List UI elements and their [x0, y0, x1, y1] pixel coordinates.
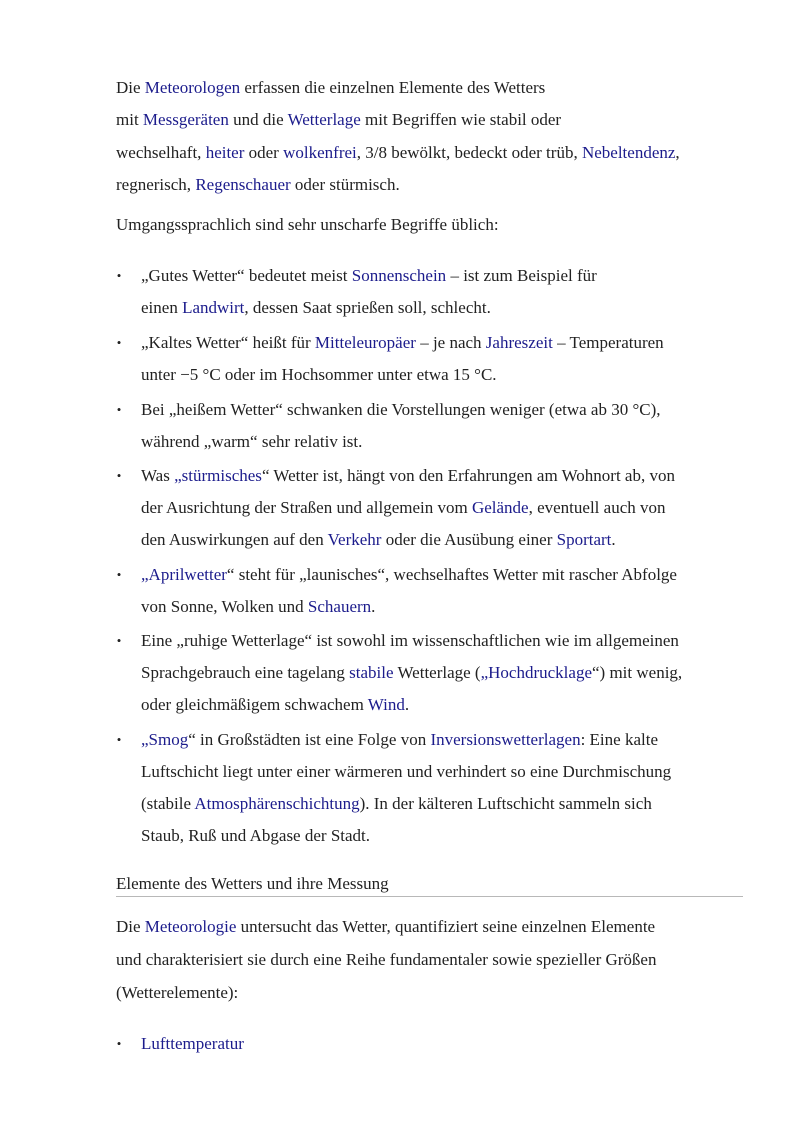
- colloquial-paragraph: Umgangssprachlich sind sehr unscharfe Begriffe üblich:: [116, 215, 499, 234]
- intro-line-2: [116, 110, 561, 130]
- bullet-icon: •: [116, 335, 122, 350]
- section-text-line-1: [116, 917, 655, 937]
- list-item-1-line-2: [141, 298, 491, 318]
- text: – je nach: [415, 333, 486, 352]
- text: den Auswirkungen auf den: [141, 530, 328, 549]
- text: “ in Großstädten ist eine Folge von: [188, 730, 431, 749]
- text: oder stürmisch.: [290, 175, 400, 194]
- text: Wetterlage (: [393, 663, 481, 682]
- link-smog[interactable]: „Smog: [141, 730, 189, 749]
- link-jahreszeit[interactable]: Jahreszeit: [485, 333, 553, 352]
- text: mit: [116, 110, 143, 129]
- text: – ist zum Beispiel für: [446, 266, 597, 285]
- text: erfassen die einzelnen Elemente des Wetters: [240, 78, 546, 97]
- text: und die: [228, 110, 288, 129]
- link-inversionswetterlagen[interactable]: Inversionswetterlagen: [430, 730, 581, 749]
- text: “ Wetter ist, hängt von den Erfahrungen am Wohnort ab, von: [261, 466, 675, 485]
- text: von Sonne, Wolken und: [141, 597, 308, 616]
- link-lufttemperatur[interactable]: Lufttemperatur: [141, 1034, 244, 1053]
- list-item-6-line-2: [141, 663, 682, 683]
- list-item-5-line-1: [141, 565, 677, 585]
- link-messgeraeten[interactable]: Messgeräten: [142, 110, 229, 129]
- list-item-7-line-4: Staub, Ruß und Abgase der Stadt.: [141, 826, 371, 845]
- list-item-7-line-2: Luftschicht liegt unter einer wärmeren und verhindert so eine Durchmischung: [141, 762, 672, 781]
- list-item-5-line-2: [141, 597, 375, 617]
- text: oder: [244, 143, 284, 162]
- text: oder gleichmäßigem schwachem: [141, 695, 368, 714]
- text: „Gutes Wetter“ bedeutet meist: [141, 266, 352, 285]
- text: Die: [116, 78, 145, 97]
- bullet-icon: •: [116, 1036, 122, 1051]
- link-heiter[interactable]: heiter: [205, 143, 245, 162]
- text: „Kaltes Wetter“ heißt für: [141, 333, 315, 352]
- intro-line-4: [116, 175, 400, 195]
- text: “) mit wenig,: [592, 663, 683, 682]
- link-nebeltendenz[interactable]: Nebeltendenz: [581, 143, 676, 162]
- section-text-line-3: (Wetterelemente):: [116, 983, 239, 1002]
- text: (stabile: [141, 794, 195, 813]
- link-gelaende[interactable]: Gelände: [471, 498, 529, 517]
- link-meteorologie[interactable]: Meteorologie: [144, 917, 237, 936]
- bullet-icon: •: [116, 468, 122, 483]
- link-wind[interactable]: Wind: [367, 695, 405, 714]
- bullet-icon: •: [116, 732, 122, 747]
- list-item-6-line-3: [141, 695, 409, 715]
- text: .: [404, 695, 410, 714]
- list-item-2-line-2: unter −5 °C oder im Hochsommer unter etwa 15 °C.: [141, 365, 497, 384]
- link-stabile[interactable]: stabile: [349, 663, 394, 682]
- list-item-1-line-1: [141, 266, 597, 286]
- list-item-4-line-2: [141, 498, 666, 518]
- list-item-2-line-1: [141, 333, 664, 353]
- bullet-icon: •: [116, 268, 122, 283]
- section-text-line-2: und charakterisiert sie durch eine Reihe fundamentaler sowie spezieller Größen: [116, 950, 657, 969]
- text: Die: [116, 917, 145, 936]
- bullet-icon: •: [116, 633, 122, 648]
- text: .: [611, 530, 616, 549]
- elements-list-item-1: [141, 1034, 244, 1054]
- text: – Temperaturen: [552, 333, 664, 352]
- text: untersucht das Wetter, quantifiziert seine einzelnen Elemente: [236, 917, 656, 936]
- link-hochdrucklage[interactable]: „Hochdrucklage: [480, 663, 592, 682]
- list-item-4-line-3: [141, 530, 616, 550]
- link-mitteleuropaeer[interactable]: Mitteleuropäer: [314, 333, 416, 352]
- text: , dessen Saat sprießen soll, schlecht.: [244, 298, 491, 317]
- link-wolkenfrei[interactable]: wolkenfrei: [283, 143, 357, 162]
- list-item-7-line-3: [141, 794, 652, 814]
- text: Was: [141, 466, 175, 485]
- link-aprilwetter[interactable]: „Aprilwetter: [141, 565, 227, 584]
- link-schauern[interactable]: Schauern: [307, 597, 372, 616]
- link-atmosphaerenschichtung[interactable]: Atmosphärenschichtung: [194, 794, 360, 813]
- text: , 3/8 bewölkt, bedeckt oder trüb,: [356, 143, 582, 162]
- text: wechselhaft,: [116, 143, 206, 162]
- text: : Eine kalte: [580, 730, 658, 749]
- text: der Ausrichtung der Straßen und allgemein vom: [141, 498, 472, 517]
- text: , eventuell auch von: [528, 498, 666, 517]
- link-wetterlage[interactable]: Wetterlage: [287, 110, 361, 129]
- link-stuermisches[interactable]: „stürmisches: [174, 466, 262, 485]
- bullet-icon: •: [116, 402, 122, 417]
- list-item-6-line-1: Eine „ruhige Wetterlage“ ist sowohl im wissenschaftlichen wie im allgemeinen: [141, 631, 679, 650]
- link-landwirt[interactable]: Landwirt: [182, 298, 245, 317]
- text: ). In der kälteren Luftschicht sammeln sich: [359, 794, 652, 813]
- text: einen: [141, 298, 183, 317]
- text: regnerisch,: [116, 175, 196, 194]
- list-item-7-line-1: [141, 730, 658, 750]
- link-verkehr[interactable]: Verkehr: [327, 530, 382, 549]
- section-heading: Elemente des Wetters und ihre Messung: [116, 874, 743, 897]
- bullet-icon: •: [116, 567, 122, 582]
- list-item-3-line-2: während „warm“ sehr relativ ist.: [141, 432, 363, 451]
- text: oder die Ausübung einer: [381, 530, 557, 549]
- text: mit Begriffen wie stabil oder: [360, 110, 562, 129]
- text: ,: [675, 143, 680, 162]
- intro-line-3: [116, 143, 680, 163]
- list-item-3-line-1: Bei „heißem Wetter“ schwanken die Vorstellungen weniger (etwa ab 30 °C),: [141, 400, 661, 419]
- link-meteorologen[interactable]: Meteorologen: [144, 78, 241, 97]
- link-sportart[interactable]: Sportart: [556, 530, 612, 549]
- text: Sprachgebrauch eine tagelang: [141, 663, 350, 682]
- link-sonnenschein[interactable]: Sonnenschein: [351, 266, 447, 285]
- intro-line-1: [116, 78, 545, 98]
- list-item-4-line-1: [141, 466, 675, 486]
- link-regenschauer[interactable]: Regenschauer: [195, 175, 291, 194]
- text: .: [371, 597, 376, 616]
- text: “ steht für „launisches“, wechselhaftes Wetter mit rascher Abfolge: [226, 565, 677, 584]
